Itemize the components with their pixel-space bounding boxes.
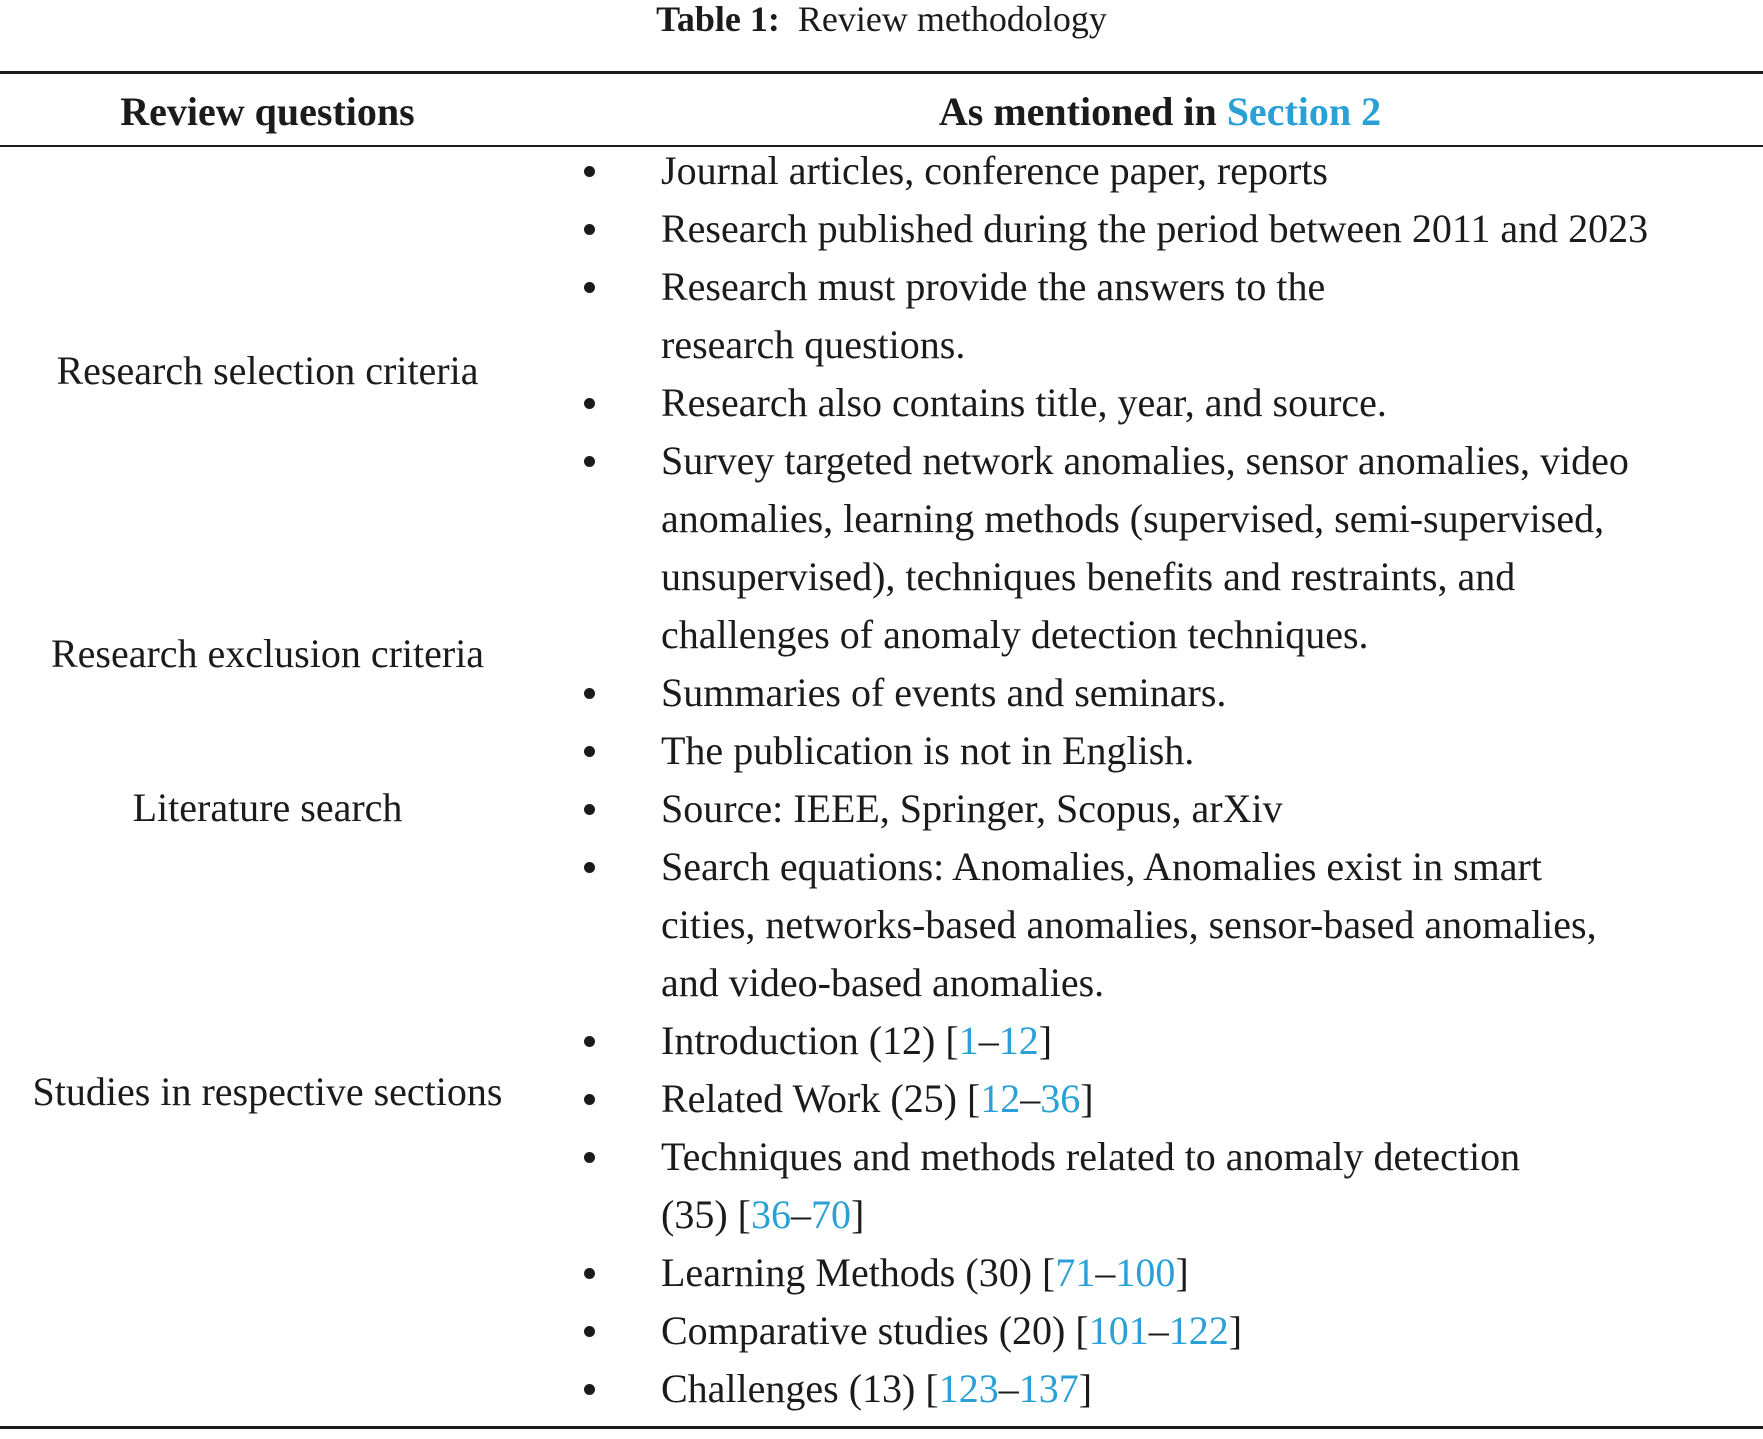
bullet-line bbox=[661, 896, 1763, 954]
bullet-text: unsupervised), techniques benefits and restraints, and bbox=[661, 554, 1516, 599]
bullet-item bbox=[0, 838, 1763, 1012]
bullet-icon bbox=[584, 398, 595, 409]
bullet-icon bbox=[584, 746, 595, 757]
bullet-text: Research must provide the answers to the bbox=[661, 264, 1326, 309]
bullet-text: Search equations: Anomalies, Anomalies exist in smart bbox=[661, 844, 1542, 889]
bullet-line bbox=[661, 838, 1763, 896]
bullet-text: Research also contains title, year, and source. bbox=[661, 380, 1387, 425]
citation-link[interactable]: 123 bbox=[938, 1366, 999, 1411]
bullet-icon bbox=[584, 804, 595, 815]
bullet-text: challenges of anomaly detection techniques. bbox=[661, 612, 1369, 657]
bullet-text: (35) [ bbox=[661, 1192, 751, 1237]
citation-bracket: ] bbox=[1228, 1308, 1243, 1353]
bullet-icon bbox=[584, 1152, 595, 1163]
bullet-item bbox=[0, 1360, 1763, 1418]
bullet-item bbox=[0, 1302, 1763, 1360]
bullet-line bbox=[661, 374, 1763, 432]
bullet-line bbox=[661, 258, 1763, 316]
bullet-text: Summaries of events and seminars. bbox=[661, 670, 1227, 715]
citation-dash: – bbox=[1148, 1308, 1169, 1353]
bullet-text: research questions. bbox=[661, 322, 966, 367]
bullet-line bbox=[661, 432, 1763, 490]
bullet-icon bbox=[584, 224, 595, 235]
citation-link[interactable]: 12 bbox=[998, 1018, 1039, 1063]
bullet-list bbox=[0, 142, 1763, 1418]
bottom-rule bbox=[0, 1426, 1763, 1429]
bullet-text: Challenges (13) [ bbox=[661, 1366, 939, 1411]
bullet-text: Learning Methods (30) [ bbox=[661, 1250, 1056, 1295]
citation-link[interactable]: 71 bbox=[1055, 1250, 1096, 1295]
citation-link[interactable]: 12 bbox=[980, 1076, 1021, 1121]
citation-link[interactable]: 1 bbox=[958, 1018, 979, 1063]
citation-dash: – bbox=[1095, 1250, 1116, 1295]
top-rule bbox=[0, 71, 1763, 74]
citation-link[interactable]: 101 bbox=[1088, 1308, 1149, 1353]
bullet-icon bbox=[584, 456, 595, 467]
bullet-line bbox=[661, 548, 1763, 606]
bullet-text: Source: IEEE, Springer, Scopus, arXiv bbox=[661, 786, 1283, 831]
header-review-questions: Review questions bbox=[120, 89, 415, 134]
bullet-line bbox=[661, 1360, 1763, 1418]
bullet-text: Introduction (12) [ bbox=[661, 1018, 959, 1063]
bullet-text: anomalies, learning methods (supervised, semi-supervised, bbox=[661, 496, 1605, 541]
bullet-text: Related Work (25) [ bbox=[661, 1076, 981, 1121]
bullet-line bbox=[661, 722, 1763, 780]
header-prefix: As mentioned in bbox=[938, 89, 1227, 134]
citation-dash: – bbox=[790, 1192, 811, 1237]
bullet-text: Survey targeted network anomalies, sensor anomalies, video bbox=[661, 438, 1629, 483]
bullet-icon bbox=[584, 282, 595, 293]
bullet-item bbox=[0, 374, 1763, 432]
caption-label: Table 1: bbox=[656, 0, 780, 39]
bullet-text: and video-based anomalies. bbox=[661, 960, 1105, 1005]
bullet-text: cities, networks-based anomalies, sensor-based anomalies, bbox=[661, 902, 1597, 947]
citation-link[interactable]: 36 bbox=[1040, 1076, 1081, 1121]
citation-bracket: ] bbox=[1175, 1250, 1189, 1295]
bullet-line bbox=[661, 780, 1763, 838]
bullet-line bbox=[661, 200, 1763, 258]
citation-link[interactable]: 36 bbox=[750, 1192, 791, 1237]
bullet-icon bbox=[584, 1268, 595, 1279]
header-as-mentioned bbox=[560, 84, 1760, 140]
bullet-item bbox=[0, 722, 1763, 780]
bullet-text: Comparative studies (20) [ bbox=[661, 1308, 1089, 1353]
bullet-line bbox=[661, 1302, 1763, 1360]
bullet-item bbox=[0, 1128, 1763, 1244]
bullet-line bbox=[661, 316, 1763, 374]
bullet-item bbox=[0, 258, 1763, 374]
bullet-text: Research published during the period between 2011 and 2023 bbox=[661, 206, 1649, 251]
citation-dash: – bbox=[978, 1018, 999, 1063]
bullet-line bbox=[661, 142, 1763, 200]
citation-link[interactable]: 70 bbox=[810, 1192, 851, 1237]
bullet-item bbox=[0, 780, 1763, 838]
bullet-icon bbox=[584, 166, 595, 177]
citation-dash: – bbox=[1020, 1076, 1041, 1121]
bullet-text: Journal articles, conference paper, reports bbox=[661, 148, 1328, 193]
bullet-line bbox=[661, 1070, 1763, 1128]
citation-bracket: ] bbox=[1080, 1076, 1094, 1121]
citation-link[interactable]: 100 bbox=[1115, 1250, 1176, 1295]
citation-dash: – bbox=[998, 1366, 1019, 1411]
citation-bracket: ] bbox=[1038, 1018, 1053, 1063]
row-label-studies: Studies in respective sections bbox=[32, 1069, 503, 1114]
caption-title: Review methodology bbox=[797, 0, 1107, 39]
bullet-item bbox=[0, 142, 1763, 200]
row-label-exclusion: Research exclusion criteria bbox=[50, 631, 485, 676]
bullet-icon bbox=[584, 1384, 595, 1395]
row-label-selection: Research selection criteria bbox=[56, 348, 479, 393]
bullet-line bbox=[661, 1128, 1763, 1186]
table-caption bbox=[0, 0, 1763, 40]
bullet-line bbox=[661, 1186, 1763, 1244]
bullet-line bbox=[661, 1012, 1763, 1070]
bullet-line bbox=[661, 490, 1763, 548]
bullet-text: Techniques and methods related to anomaly detection bbox=[661, 1134, 1521, 1179]
bullet-line bbox=[661, 1244, 1763, 1302]
bullet-icon bbox=[584, 862, 595, 873]
bullet-icon bbox=[584, 1094, 595, 1105]
bullet-line bbox=[661, 606, 1763, 664]
citation-bracket: ] bbox=[1078, 1366, 1093, 1411]
bullet-icon bbox=[584, 688, 595, 699]
bullet-icon bbox=[584, 1326, 595, 1337]
bullet-text: The publication is not in English. bbox=[661, 728, 1195, 773]
bullet-item bbox=[0, 1070, 1763, 1128]
bullet-item bbox=[0, 1244, 1763, 1302]
citation-link[interactable]: 122 bbox=[1168, 1308, 1229, 1353]
bullet-line bbox=[661, 664, 1763, 722]
bullet-item bbox=[0, 432, 1763, 664]
row-label-literature-search: Literature search bbox=[132, 785, 403, 830]
bullet-item bbox=[0, 1012, 1763, 1070]
citation-bracket: ] bbox=[850, 1192, 865, 1237]
citation-link[interactable]: 137 bbox=[1018, 1366, 1079, 1411]
bullet-line bbox=[661, 954, 1763, 1012]
bullet-item bbox=[0, 664, 1763, 722]
bullet-icon bbox=[584, 1036, 595, 1047]
bullet-item bbox=[0, 200, 1763, 258]
section-2-link[interactable]: Section 2 bbox=[1226, 89, 1382, 134]
